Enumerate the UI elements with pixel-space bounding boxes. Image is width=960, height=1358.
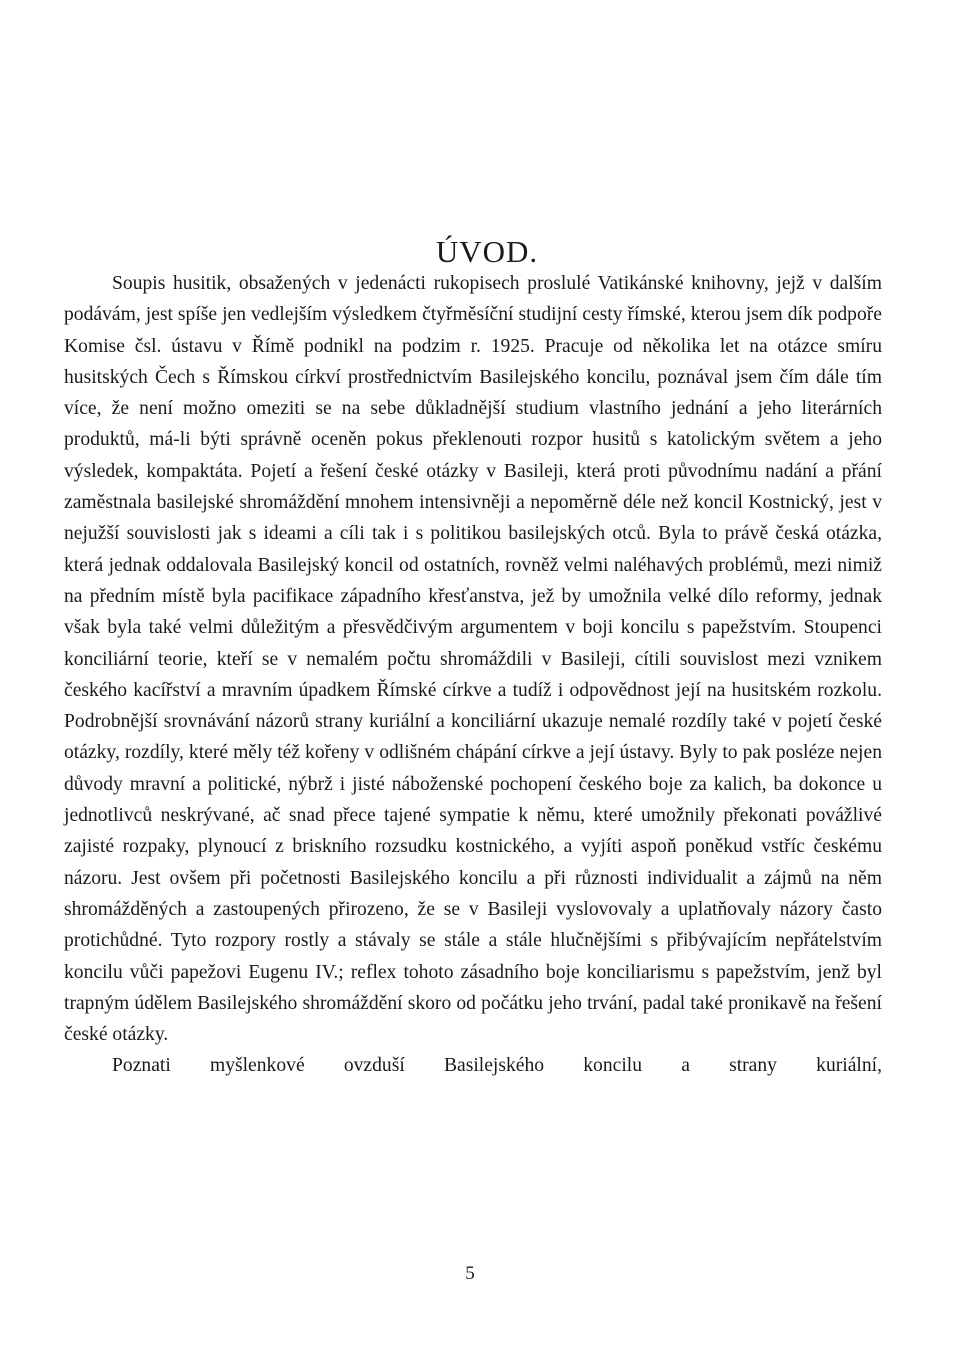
paragraph-1: Soupis husitik, obsažených v jedenácti rukopisech proslulé Vatikánské knihovny, jejž v dalším podávám, jest spíše jen vedlejším výsledkem čtyřměsíční studijní cesty římské, kterou jsem dík podpoře Komise čsl. ústavu v Římě podnikl na podzim r. 1925. Pracuje od několika let na otázce smíru husitských Čech s Římskou církví prostřednictvím Basilejského koncilu, poznával jsem čím dále tím více, že není možno omeziti se na sebe důkladnější studium vlastního jednání a jeho literárních produktů, má-li býti správně oceněn pokus překlenouti rozpor husitů s katolickým světem a jeho výsledek, kompaktáta. Pojetí a řešení české otázky v Basileji, která proti původnímu nadání a přání zaměstnala basilejské shromáždění mnohem intensivněji a nepoměrně déle než koncil Kostnický, jest v nejužší souvislosti jak s ideami a cíli tak i s politikou basilejských otců. Byla to právě česká otázka, která jednak oddalovala Basilejský koncil od ostatních, rovněž velmi naléhavých problémů, mezi nimiž na předním místě byla pacifikace západního křesťanstva, jež by umožnila velké dílo reformy, jednak však byla také velmi důležitým a přesvědčivým argumentem v boji koncilu s papežstvím. Stoupenci konciliární teorie, kteří se v nemalém počtu shromáždili v Basileji, cítili souvislost mezi vznikem českého kacířství a mravním úpadkem Římské církve a tudíž i odpovědnost její na husitském rozkolu. Podrobnější srovnávání názorů strany kuriální a konciliární ukazuje nemalé rozdíly také v pojetí české otázky, rozdíly, které měly též kořeny v odlišném chápání církve a její ústavy. Byly to pak posléze nejen důvody mravní a politické, nýbrž i jisté náboženské pochopení českého boje za kalich, ba dokonce u jednotlivců neskrývané, ač snad přece tajené sympatie k němu, které umožnily překonati povážlivé zajisté rozpaky, plynoucí z briskního rozsudku kostnického, a vyjíti aspoň poněkud vstříc českému názoru. Jest ovšem při početnosti Basilejského koncilu a při různosti individualit a zájmů na něm shromážděných a zastoupených přirozeno, že se v Basileji vyslovovaly a uplatňovaly názory často protichůdné. Tyto rozpory rostly a stávaly se stále a stále hlučnějšími s přibývajícím nepřátelstvím koncilu vůči papežovi Eugenu IV.; reflex tohoto zásadního boje konciliarismu s papežstvím, jenž byl trapným údělem Basilejského shromáždění skoro od počátku jeho trvání, padal také pronikavě na řešení české otázky. (64, 273, 882, 1046)
page-number: 5 (465, 1263, 475, 1284)
body-text (64, 268, 882, 1082)
page-title (0, 232, 960, 272)
page-title-text: ÚVOD. (435, 234, 539, 269)
paragraph-2: Poznati myšlenkové ovzduší Basilejského koncilu a strany kuriální, (112, 1055, 882, 1077)
